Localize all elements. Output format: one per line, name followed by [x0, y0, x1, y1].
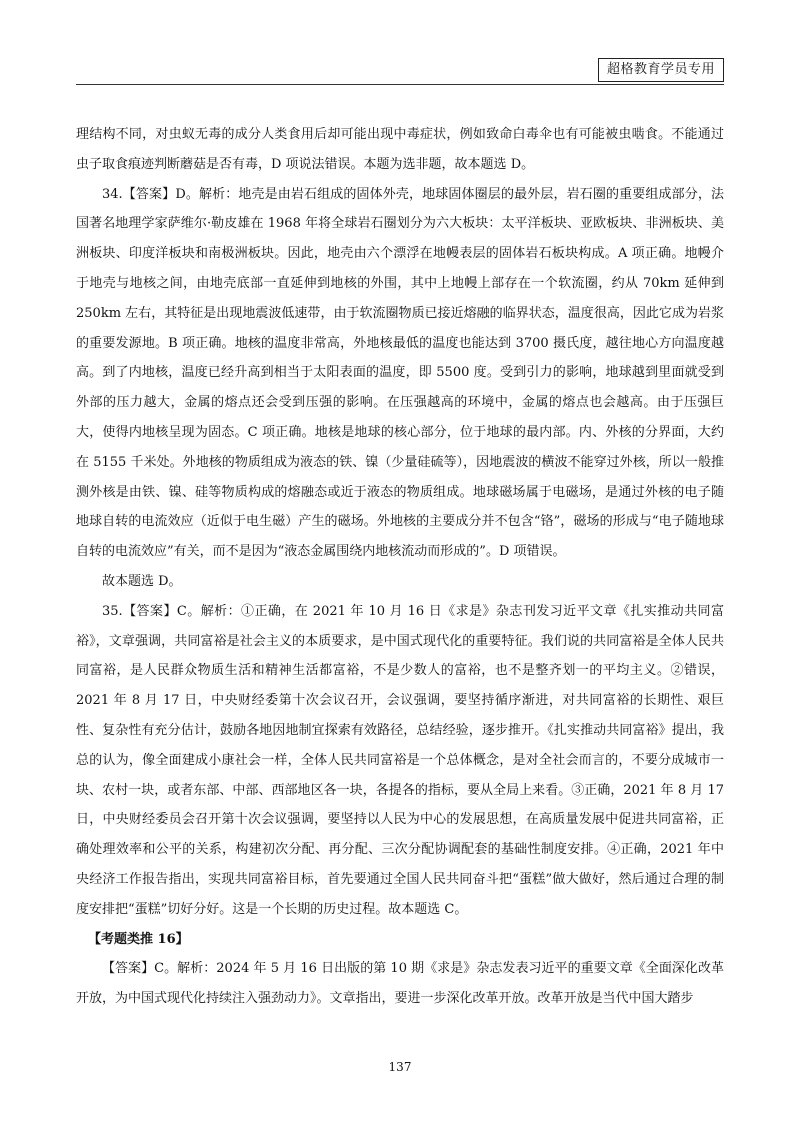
answer-34: 34.【答案】D。解析：地壳是由岩石组成的固体外壳，地球固体圈层的最外层，岩石圈的重要组成部分，法国著名地理学家萨维尔·勒皮雄在 1968 年将全球岩石圈划分为六大板块：太平洋板块、亚欧板块、非洲板块、美洲板块、印度洋板块和南极洲板块。因此，地壳由六个漂浮在地幔表层的固体岩石板块构成。A 项正确。地幔介于地壳与地核之间，由地壳底部一直延伸到地核的外围，其中上地幔上部存在一个软流圈，约从 70km 延伸到 250km 左右，其特征是出现地震波低速带，由于软流圈物质已接近熔融的临界状态，温度很高，因此它成为岩浆的重要发源地。B 项正确。地核的温度非常高，外地核最低的温度也能达到 3700 摄氏度，越往地心方向温度越高。到了内地核，温度已经升高到相当于太阳表面的温度，即 5500 度。受到引力的影响，地球越到里面就受到外部的压力越大，金属的熔点还会受到压强的影响。在压强越高的环境中，金属的熔点也会越高。由于压强巨大，使得内地核呈现为固态。C 项正确。地核是地球的核心部分，位于地球的最内部。内、外核的分界面，大约在 5155 千米处。外地核的物质组成为液态的铁、镍（少量硅硫等），因地震波的横波不能穿过外核，所以一般推测外核是由铁、镍、硅等物质构成的熔融态或近于液态的物质组成。地球磁场属于电磁场，是通过外核的电子随地球自转的电流效应（近似于电生磁）产生的磁场。外地核的主要成分并不包含“铬”，磁场的形成与“电子随地球自转的电流效应”有关，而不是因为“液态金属围绕内地核流动而形成的”。D 项错误。 — [76, 186, 724, 560]
header-label: 超格教育学员专用 — [598, 58, 724, 82]
page-number: 137 — [388, 1060, 412, 1074]
section-title: 【考题类推 16】 — [88, 931, 189, 947]
paragraph-continuation: 理结构不同，对虫蚁无毒的成分人类食用后却可能出现中毒症状，例如致命白毒伞也有可能被虫啮食。不能通过虫子取食痕迹判断蘑菇是否有毒，D 项说法错误。本题为选非题，故本题选 D。 — [76, 127, 724, 172]
answer-35: 35.【答案】C。解析：①正确，在 2021 年 10 月 16 日《求是》杂志刊发习近平文章《扎实推动共同富裕》，文章强调，共同富裕是社会主义的本质要求，是中国式现代化的重要特征。我们说的共同富裕是全体人民共同富裕，是人民群众物质生活和精神生活都富裕，不是少数人的富裕，也不是整齐划一的平均主义。②错误，2021 年 8 月 17 日，中央财经委第十次会议召开，会议强调，要坚持循序渐进，对共同富裕的长期性、艰巨性、复杂性有充分估计，鼓励各地因地制宜探索有效路径，总结经验，逐步推开。《扎实推动共同富裕》提出，我总的认为，像全面建成小康社会一样，全体人民共同富裕是一个总体概念，是对全社会而言的，不要分成城市一块、农村一块，或者东部、中部、西部地区各一块，各提各的指标，要从全局上来看。③正确，2021 年 8 月 17 日，中央财经委员会召开第十次会议强调，要坚持以人民为中心的发展思想，在高质量发展中促进共同富裕，正确处理效率和公平的关系，构建初次分配、再分配、三次分配协调配套的基础性制度安排。④正确，2021 年中央经济工作报告指出，实现共同富裕目标，首先要通过全国人民共同奋斗把“蛋糕”做大做好，然后通过合理的制度安排把“蛋糕”切好分好。这是一个长期的历史过程。故本题选 C。 — [76, 603, 724, 917]
page-body — [76, 120, 724, 1014]
answer-analog-16: 【答案】C。解析：2024 年 5 月 16 日出版的第 10 期《求是》杂志发表习近平的重要文章《全面深化改革开放，为中国式现代化持续注入强劲动力》。文章指出，要进一步深化改革开放。改革开放是当代中国大踏步 — [76, 961, 724, 1007]
header-divider — [76, 84, 724, 85]
answer-34-conclusion: 故本题选 D。 — [102, 573, 182, 589]
